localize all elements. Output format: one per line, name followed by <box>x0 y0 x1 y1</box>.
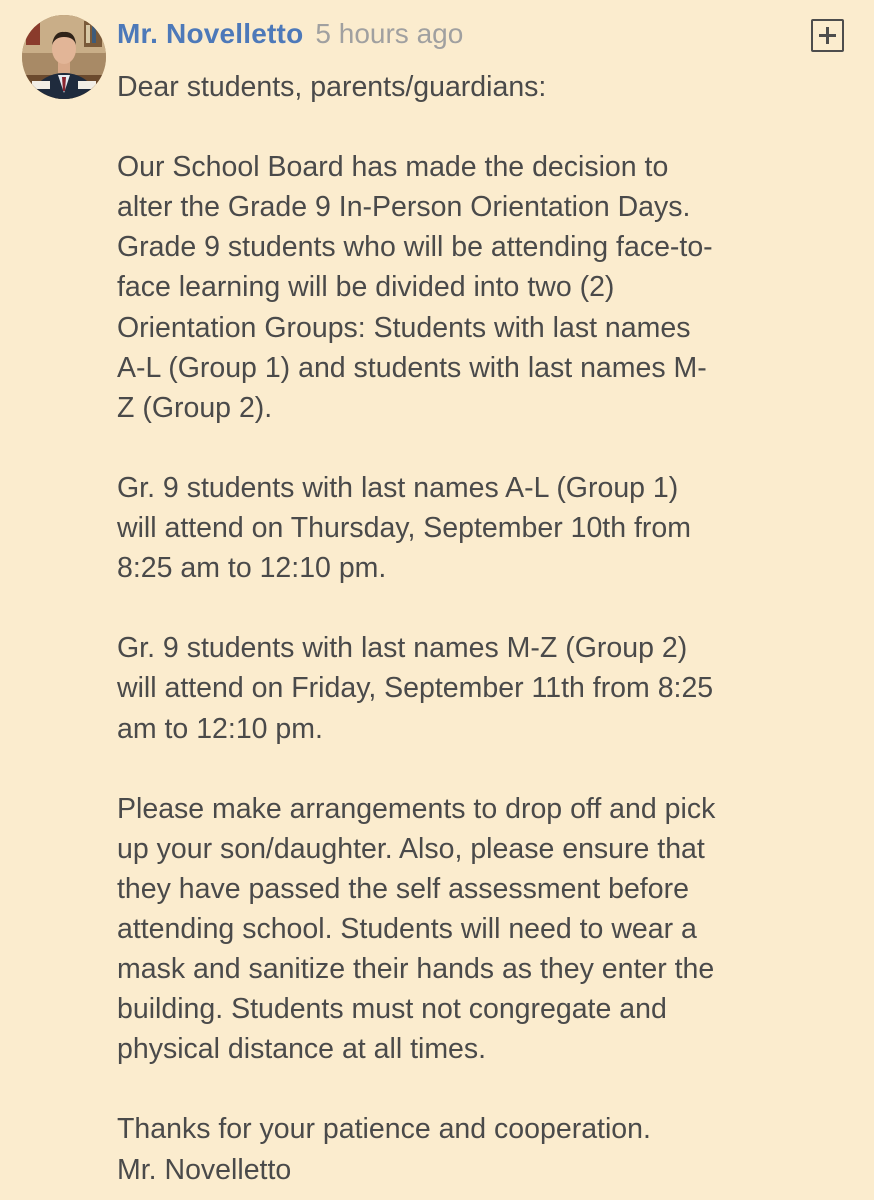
post-header <box>117 18 463 58</box>
post-body <box>117 67 857 1190</box>
text-line: Grade 9 students who will be attending face-to- <box>117 231 713 264</box>
text-line: will attend on Thursday, September 10th from <box>117 512 691 545</box>
closing-line: Thanks for your patience and cooperation. <box>117 1113 651 1146</box>
text-line: up your son/daughter. Also, please ensure that <box>117 832 705 865</box>
text-line: Gr. 9 students with last names A-L (Group 1) <box>117 471 679 504</box>
signature-line: Mr. Novelletto <box>117 1153 292 1186</box>
text-line: alter the Grade 9 In-Person Orientation Days. <box>117 191 691 224</box>
paragraph-group-2 <box>117 628 857 748</box>
text-line: Gr. 9 students with last names M-Z (Group 2) <box>117 632 688 665</box>
text-line: physical distance at all times. <box>117 1033 487 1066</box>
greeting-line: Dear students, parents/guardians: <box>117 71 547 103</box>
paragraph-group-1 <box>117 468 857 588</box>
text-line: will attend on Friday, September 11th from 8:25 <box>117 672 714 705</box>
author-avatar[interactable] <box>22 15 106 99</box>
profile-photo-icon <box>22 15 106 99</box>
text-line: attending school. Students will need to wear a <box>117 912 697 945</box>
paragraph-arrangements <box>117 789 857 1070</box>
expand-plus-icon[interactable] <box>811 19 844 52</box>
text-line: building. Students must not congregate and <box>117 993 667 1026</box>
text-line: Z (Group 2). <box>117 391 273 424</box>
text-line: Please make arrangements to drop off and pick <box>117 792 716 825</box>
text-line: A-L (Group 1) and students with last names M- <box>117 351 707 384</box>
post-timestamp: 5 hours ago <box>315 18 464 49</box>
text-line: Orientation Groups: Students with last names <box>117 311 691 344</box>
text-line: mask and sanitize their hands as they enter the <box>117 953 715 986</box>
author-name[interactable]: Mr. Novelletto <box>117 18 304 49</box>
text-line: face learning will be divided into two (2) <box>117 271 615 304</box>
text-line: Our School Board has made the decision to <box>117 151 669 184</box>
text-line: am to 12:10 pm. <box>117 712 323 745</box>
text-line: 8:25 am to 12:10 pm. <box>117 552 387 585</box>
text-line: they have passed the self assessment before <box>117 872 689 905</box>
paragraph-board-decision <box>117 147 857 428</box>
